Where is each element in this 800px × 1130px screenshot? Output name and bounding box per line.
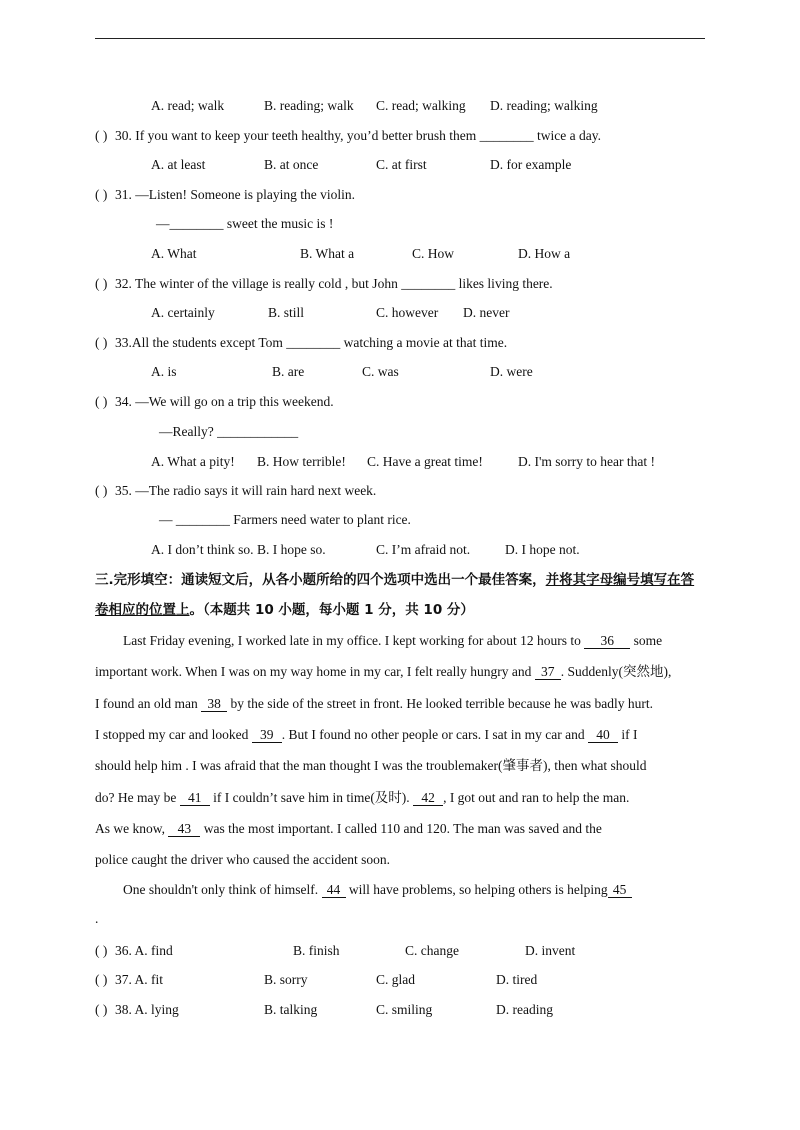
blank-42: 42 <box>413 790 443 806</box>
q34-stem: 34. —We will go on a trip this weekend. <box>115 394 334 409</box>
q37-paren: ( ) <box>95 972 108 987</box>
q37-option-c: C. glad <box>376 972 415 987</box>
blank-37: 37 <box>535 664 561 680</box>
passage-text: , I got out and ran to help the man. <box>443 790 630 805</box>
q32-paren: ( ) <box>95 276 108 291</box>
q37-option-a: 37. A. fit <box>115 972 164 987</box>
q35-option-c: C. I’m afraid not. <box>376 542 471 557</box>
q30-option-b: B. at once <box>264 157 319 172</box>
passage-text: . Suddenly(突然地), <box>560 664 672 679</box>
passage-text: . But I found no other people or cars. I sat in my car and <box>281 727 589 742</box>
passage-text: some <box>630 633 663 648</box>
q31-stem: 31. —Listen! Someone is playing the violin. <box>115 187 355 202</box>
q33-stem: 33.All the students except Tom ________ watching a movie at that time. <box>115 335 508 350</box>
q35-stem: 35. —The radio says it will rain hard next week. <box>115 483 377 498</box>
q35-option-a: A. I don’t think so. <box>151 542 254 557</box>
q31-option-b: B. What a <box>300 246 355 261</box>
passage-line-7 <box>95 820 707 838</box>
q30-option-c: C. at first <box>376 157 427 172</box>
q31-option-d: D. How a <box>518 246 571 261</box>
q33-option-b: B. are <box>272 364 305 379</box>
q29-option-d: D. reading; walking <box>490 98 598 113</box>
blank-45: 45 <box>608 882 632 898</box>
blank-38: 38 <box>201 696 227 712</box>
q32-stem: 32. The winter of the village is really cold , but John ________ likes living there. <box>115 276 553 291</box>
passage-line-2 <box>95 663 707 681</box>
blank-36: 36 <box>584 633 630 649</box>
passage-text: I found an old man <box>95 696 202 711</box>
q34-option-a: A. What a pity! <box>151 454 235 469</box>
q35-option-d: D. I hope not. <box>505 542 580 557</box>
section3-heading-part1: 三.完形填空：通读短文后，从各小题所给的四个选项中选出一个最佳答案， <box>95 572 546 588</box>
q31-option-a: A. What <box>151 246 197 261</box>
blank-43: 43 <box>168 821 200 837</box>
section3-heading-part4: 。（本题共 10 小题，每小题 1 分，共 10 分） <box>189 602 474 618</box>
section3-heading-part3: 卷相应的位置上 <box>95 602 190 618</box>
q29-option-c: C. read; walking <box>376 98 466 113</box>
passage-line-1 <box>123 632 735 650</box>
q38-option-b: B. talking <box>264 1002 318 1017</box>
header-rule <box>95 38 705 39</box>
passage-line-6 <box>95 789 707 807</box>
q34-option-c: C. Have a great time! <box>367 454 483 469</box>
q31-sub: —________ sweet the music is ! <box>156 216 334 231</box>
q32-option-a: A. certainly <box>151 305 215 320</box>
passage-text: by the side of the street in front. He looked terrible because he was badly hurt. <box>227 696 653 711</box>
q33-paren: ( ) <box>95 335 108 350</box>
passage-text: Last Friday evening, I worked late in my office. I kept working for about 12 hours to <box>123 633 585 648</box>
passage-line-8: police caught the driver who caused the accident soon. <box>95 852 391 867</box>
q38-paren: ( ) <box>95 1002 108 1017</box>
q38-option-a: 38. A. lying <box>115 1002 179 1017</box>
q35-sub: — ________ Farmers need water to plant rice. <box>159 512 411 527</box>
passage-text: I stopped my car and looked <box>95 727 252 742</box>
passage-text: will have problems, so helping others is helping <box>345 882 608 897</box>
q34-sub: —Really? ____________ <box>159 424 299 439</box>
passage-text: As we know, <box>95 821 169 836</box>
q36-option-a: 36. A. find <box>115 943 173 958</box>
passage-text: One shouldn't only think of himself. <box>123 882 322 897</box>
q30-option-a: A. at least <box>151 157 206 172</box>
q36-option-d: D. invent <box>525 943 576 958</box>
blank-40: 40 <box>588 727 618 743</box>
q33-option-c: C. was <box>362 364 399 379</box>
q36-option-c: C. change <box>405 943 459 958</box>
q31-paren: ( ) <box>95 187 108 202</box>
q30-stem: 30. If you want to keep your teeth healthy, you’d better brush them ________ twice a day. <box>115 128 601 143</box>
q32-option-c: C. however <box>376 305 439 320</box>
q32-option-d: D. never <box>463 305 510 320</box>
q37-option-b: B. sorry <box>264 972 308 987</box>
passage-text: if I <box>618 727 638 742</box>
blank-44: 44 <box>322 882 346 898</box>
q36-paren: ( ) <box>95 943 108 958</box>
passage-line-9 <box>123 881 735 899</box>
passage-text: if I couldn’t save him in time(及时). <box>209 790 414 805</box>
passage-text: important work. When I was on my way home in my car, I felt really hungry and <box>95 664 535 679</box>
q35-option-b: B. I hope so. <box>257 542 326 557</box>
section3-heading-line1 <box>95 571 694 589</box>
passage-line-10: . <box>95 911 99 926</box>
q33-option-d: D. were <box>490 364 533 379</box>
q29-option-b: B. reading; walk <box>264 98 354 113</box>
q37-option-d: D. tired <box>496 972 538 987</box>
q34-paren: ( ) <box>95 394 108 409</box>
q30-paren: ( ) <box>95 128 108 143</box>
q38-option-d: D. reading <box>496 1002 553 1017</box>
q34-option-b: B. How terrible! <box>257 454 346 469</box>
q38-option-c: C. smiling <box>376 1002 433 1017</box>
blank-39: 39 <box>252 727 282 743</box>
q31-option-c: C. How <box>412 246 455 261</box>
q36-option-b: B. finish <box>293 943 340 958</box>
blank-41: 41 <box>180 790 210 806</box>
q30-option-d: D. for example <box>490 157 572 172</box>
q35-paren: ( ) <box>95 483 108 498</box>
q33-option-a: A. is <box>151 364 177 379</box>
section3-heading-line2 <box>95 601 474 619</box>
passage-text: was the most important. I called 110 and 120. The man was saved and the <box>200 821 602 836</box>
q29-option-a: A. read; walk <box>151 98 225 113</box>
q32-option-b: B. still <box>268 305 305 320</box>
passage-text: do? He may be <box>95 790 180 805</box>
passage-line-4 <box>95 726 707 744</box>
passage-line-5: should help him . I was afraid that the man thought I was the troublemaker(肇事者), then what should <box>95 758 647 773</box>
q34-option-d: D. I'm sorry to hear that ! <box>518 454 656 469</box>
section3-heading-part2: 并将其字母编号填写在答 <box>545 572 695 588</box>
passage-line-3 <box>95 695 707 713</box>
